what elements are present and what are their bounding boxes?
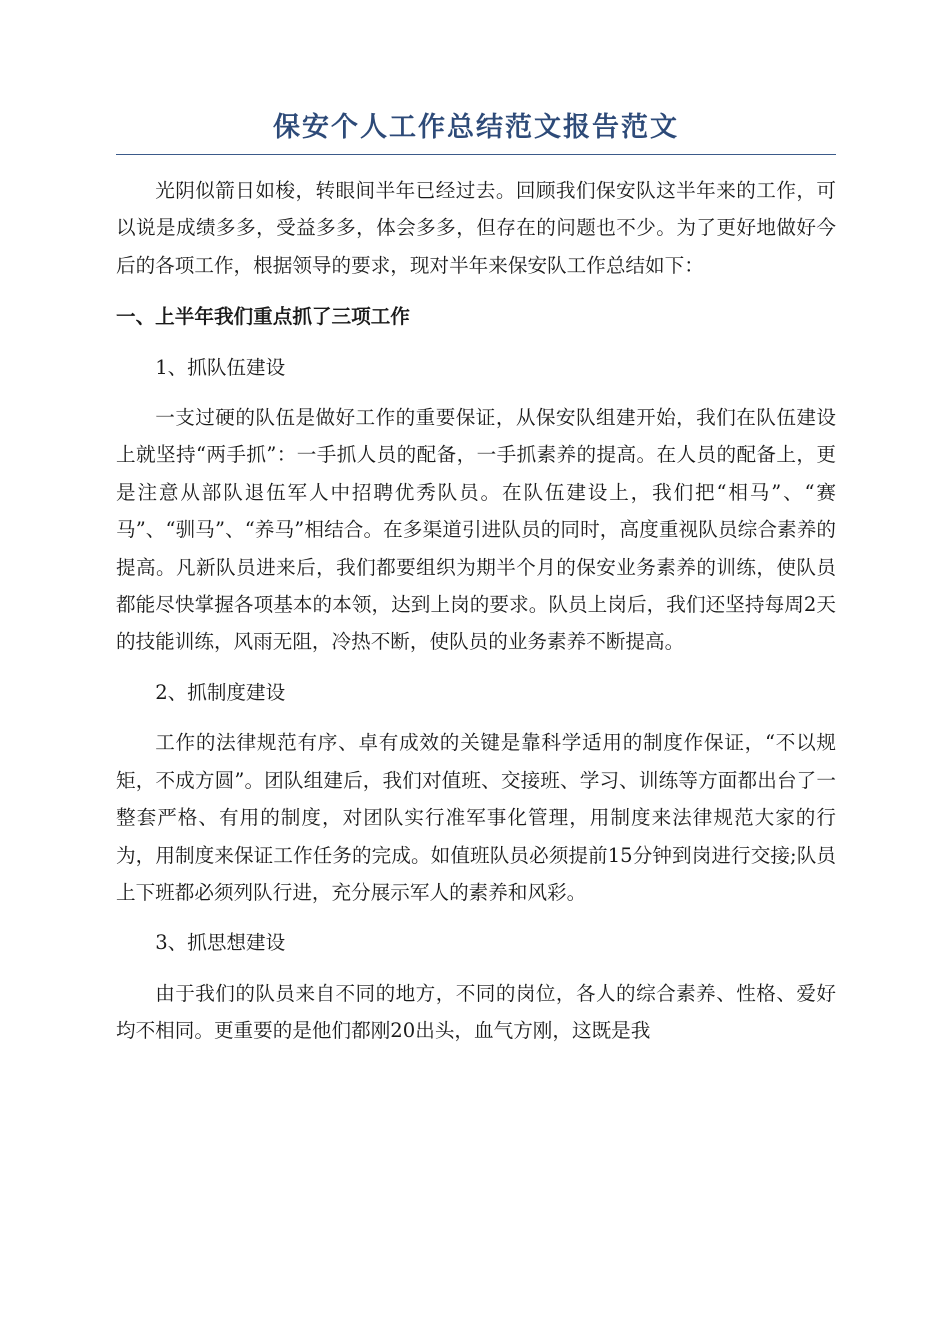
subsection-paragraph-3: 由于我们的队员来自不同的地方，不同的岗位，各人的综合素养、性格、爱好均不相同。更重要的是他们都刚20出头，血气方刚，这既是我 bbox=[116, 981, 836, 1043]
document-title: 保安个人工作总结范文报告范文 bbox=[116, 108, 836, 155]
subsection-heading-3: 3、抓思想建设 bbox=[155, 931, 286, 955]
intro-paragraph: 光阴似箭日如梭，转眼间半年已经过去。回顾我们保安队这半年来的工作，可以说是成绩多多，受益多多，体会多多，但存在的问题也不少。为了更好地做好今后的各项工作，根据领导的要求，现对半年来保安队工作总结如下： bbox=[116, 179, 836, 277]
subsection-paragraph-2: 工作的法律规范有序、卓有成效的关键是靠科学适用的制度作保证，“不以规矩，不成方圆”。团队组建后，我们对值班、交接班、学习、训练等方面都出台了一整套严格、有用的制度，对团队实行准军事化管理，用制度来法律规范大家的行为，用制度来保证工作任务的完成。如值班队员必须提前15分钟到岗进行交接;队员上下班都必须列队行进，充分展示军人的素养和风彩。 bbox=[116, 731, 836, 904]
document-page bbox=[116, 108, 836, 1050]
subsection-heading-2: 2、抓制度建设 bbox=[155, 680, 286, 704]
subsection-paragraph-1: 一支过硬的队伍是做好工作的重要保证，从保安队组建开始，我们在队伍建设上就坚持“两手抓”：一手抓人员的配备，一手抓素养的提高。在人员的配备上，更是注意从部队退伍军人中招聘优秀队员。在队伍建设上，我们把“相马”、“赛马”、“驯马”、“养马”相结合。在多渠道引进队员的同时，高度重视队员综合素养的提高。凡新队员进来后，我们都要组织为期半个月的保安业务素养的训练，使队员都能尽快掌握各项基本的本领，达到上岗的要求。队员上岗后，我们还坚持每周2天的技能训练，风雨无阻，冷热不断，使队员的业务素养不断提高。 bbox=[116, 406, 836, 654]
section-heading: 一、上半年我们重点抓了三项工作 bbox=[116, 305, 410, 329]
subsection-heading-1: 1、抓队伍建设 bbox=[155, 355, 286, 379]
